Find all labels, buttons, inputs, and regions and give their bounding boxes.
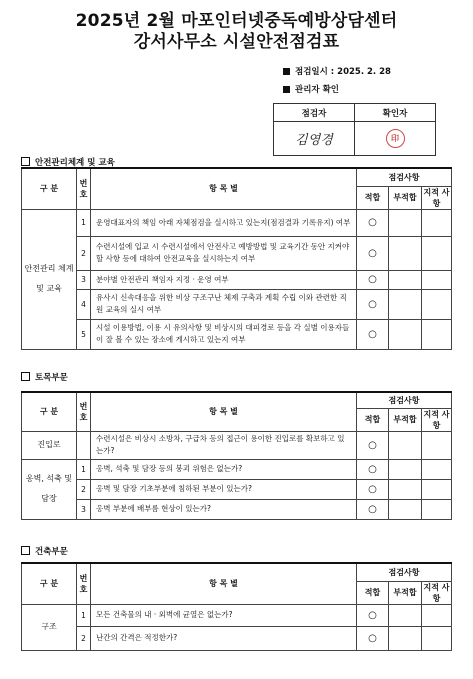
fit-mark: ○ [357, 270, 389, 289]
header-fit: 적합 [357, 408, 389, 431]
confirmer-seal-cell [355, 122, 436, 156]
category-cell: 구조 [22, 604, 77, 650]
item-text: 수련시설은 비상시 소방차, 구급차 등의 접근이 용이한 진입로를 확보하고 있는가? [91, 431, 357, 459]
header-items: 항 목 별 [91, 392, 357, 431]
header-items: 항 목 별 [91, 563, 357, 604]
checkbox-icon [21, 372, 30, 381]
unfit-cell [389, 289, 422, 319]
header-unfit: 부적합 [389, 581, 422, 604]
header-category: 구 분 [22, 392, 77, 431]
fit-mark: ○ [357, 604, 389, 626]
action-cell [422, 289, 452, 319]
fit-mark: ○ [357, 626, 389, 650]
checkbox-icon [21, 546, 30, 555]
item-text: 옹벽 및 담장 기초부분에 침하된 부분이 있는가? [91, 479, 357, 499]
row-number: 1 [77, 604, 91, 626]
row-number: 2 [77, 236, 91, 270]
section-title-text: 토목부문 [35, 373, 68, 383]
action-cell [422, 236, 452, 270]
action-cell [422, 626, 452, 650]
unfit-cell [389, 604, 422, 626]
item-text: 운영대표자의 책임 아래 자체점검을 실시하고 있는지(점검결과 기록유지) 여부 [91, 209, 357, 236]
unfit-cell [389, 319, 422, 349]
square-bullet-icon [283, 86, 290, 93]
action-cell [422, 209, 452, 236]
checkbox-icon [21, 157, 30, 166]
manager-confirm-text: 관리자 확인 [295, 85, 340, 95]
signature-table [273, 103, 436, 156]
unfit-cell [389, 270, 422, 289]
item-text: 모든 건축물의 내 · 외벽에 균열은 없는가? [91, 604, 357, 626]
fit-mark: ○ [357, 431, 389, 459]
inspector-label: 점검자 [274, 104, 355, 122]
checklist-table-building [21, 562, 452, 651]
header-unfit: 부적합 [389, 408, 422, 431]
item-text: 옹벽, 석축 및 담장 등의 붕괴 위험은 없는가? [91, 459, 357, 479]
fit-mark: ○ [357, 459, 389, 479]
header-items: 항 목 별 [91, 168, 357, 209]
fit-mark: ○ [357, 209, 389, 236]
row-number: 5 [77, 319, 91, 349]
action-cell [422, 604, 452, 626]
checklist-table-civil [21, 391, 452, 520]
unfit-cell [389, 479, 422, 499]
row-number [77, 431, 91, 459]
confirmer-label: 확인자 [355, 104, 436, 122]
item-text: 수련시설에 입교 시 수련시설에서 안전사고 예방방법 및 교육기간 동안 지켜야 할 사항 등에 대하여 안전교육을 실시하는지 여부 [91, 236, 357, 270]
header-action: 지적 사항 [422, 186, 452, 209]
row-number: 2 [77, 626, 91, 650]
header-number: 번 호 [77, 392, 91, 431]
unfit-cell [389, 499, 422, 519]
row-number: 1 [77, 209, 91, 236]
row-number: 3 [77, 270, 91, 289]
checklist-table-safety [21, 167, 452, 350]
fit-mark: ○ [357, 236, 389, 270]
section-title-text: 안전관리체계 및 교육 [35, 158, 115, 168]
inspector-signature-cell [274, 122, 355, 156]
header-number: 번 호 [77, 168, 91, 209]
manager-confirm [283, 83, 339, 95]
header-results: 점검사항 [357, 168, 452, 186]
fit-mark: ○ [357, 479, 389, 499]
inspection-date [283, 65, 391, 77]
header-action: 지적 사항 [422, 581, 452, 604]
action-cell [422, 499, 452, 519]
document-title-line1: 2025년 2월 마포인터넷중독예방상담센터 [75, 11, 398, 31]
category-cell: 진입로 [22, 431, 77, 459]
row-number: 1 [77, 459, 91, 479]
header-results: 점검사항 [357, 392, 452, 408]
inspection-date-text: 점검일시 : 2025. 2. 28 [295, 67, 391, 77]
unfit-cell [389, 459, 422, 479]
document-title-line2: 강서사무소 시설안전점검표 [133, 32, 340, 52]
seal-stamp-icon: 印 [386, 129, 405, 148]
header-results: 점검사항 [357, 563, 452, 581]
fit-mark: ○ [357, 499, 389, 519]
header-category: 구 분 [22, 563, 77, 604]
unfit-cell [389, 236, 422, 270]
category-cell: 안전관리 체계 및 교육 [22, 209, 77, 349]
unfit-cell [389, 209, 422, 236]
header-unfit: 부적합 [389, 186, 422, 209]
header-fit: 적합 [357, 581, 389, 604]
action-cell [422, 459, 452, 479]
row-number: 4 [77, 289, 91, 319]
action-cell [422, 319, 452, 349]
action-cell [422, 270, 452, 289]
unfit-cell [389, 626, 422, 650]
header-action: 지적 사항 [422, 408, 452, 431]
fit-mark: ○ [357, 289, 389, 319]
header-fit: 적합 [357, 186, 389, 209]
header-number: 번 호 [77, 563, 91, 604]
section-title-building [21, 545, 68, 557]
category-cell: 옹벽, 석축 및 담장 [22, 459, 77, 519]
item-text: 유사시 신속대응을 위한 비상 구조구난 체제 구축과 계획 수립 이와 관련한 직원 교육의 실시 여부 [91, 289, 357, 319]
header-category: 구 분 [22, 168, 77, 209]
row-number: 3 [77, 499, 91, 519]
section-title-civil [21, 371, 68, 383]
row-number: 2 [77, 479, 91, 499]
action-cell [422, 479, 452, 499]
item-text: 시설 이용방법, 이용 시 유의사항 및 비상시의 대피경로 등을 각 실별 이용자들이 잘 볼 수 있는 장소에 게시하고 있는지 여부 [91, 319, 357, 349]
item-text: 난간의 간격은 적정한가? [91, 626, 357, 650]
square-bullet-icon [283, 68, 290, 75]
unfit-cell [389, 431, 422, 459]
item-text: 옹벽 부분에 배부름 현상이 있는가? [91, 499, 357, 519]
action-cell [422, 431, 452, 459]
item-text: 분야별 안전관리 책임자 지정 · 운영 여부 [91, 270, 357, 289]
inspector-signature: 김영경 [295, 133, 333, 148]
section-title-text: 건축부문 [35, 547, 68, 557]
fit-mark: ○ [357, 319, 389, 349]
